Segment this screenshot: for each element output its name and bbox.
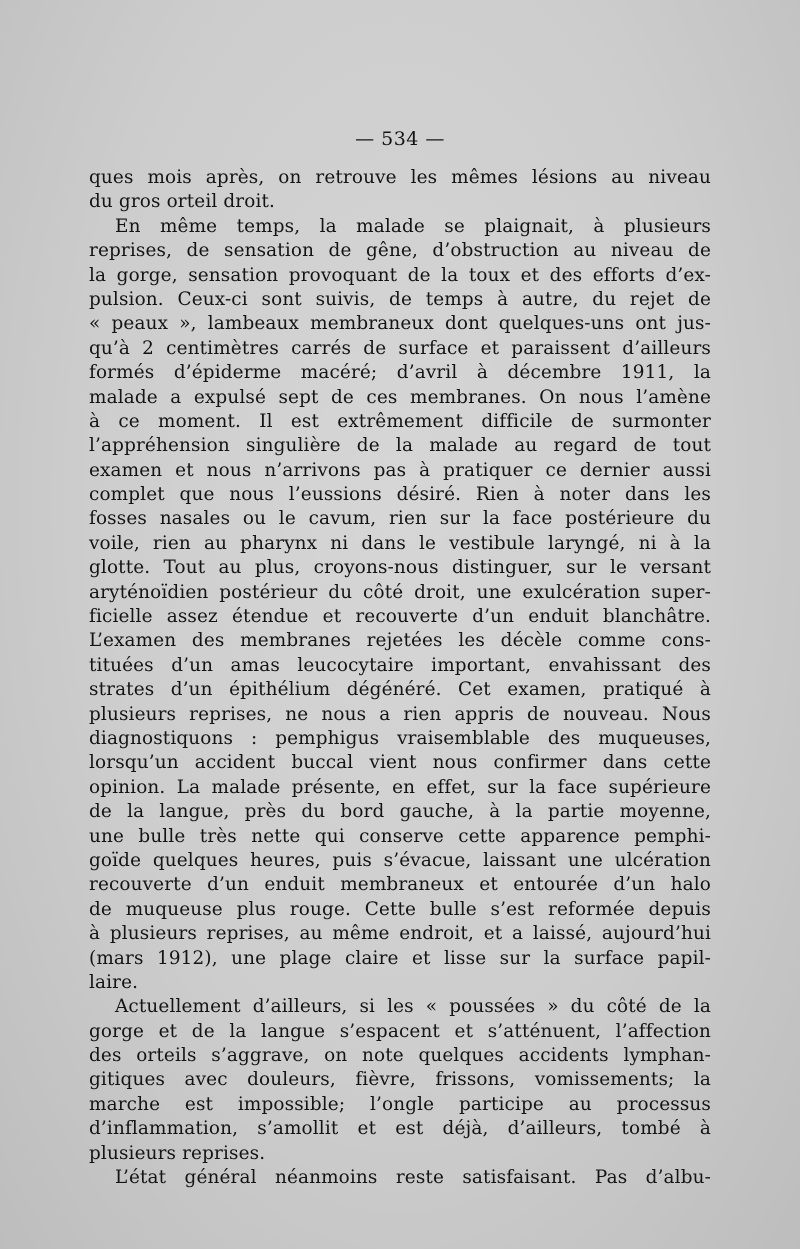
text-line: voile, rien au pharynx ni dans le vestibule laryngé, ni à la xyxy=(89,532,711,554)
text-line: à plusieurs reprises, au même endroit, et a laissé, aujourd’hui xyxy=(89,923,711,945)
text-line: de muqueuse plus rouge. Cette bulle s’est reformée depuis xyxy=(89,898,711,920)
text-line: strates d’un épithélium dégénéré. Cet examen, pratiqué à xyxy=(89,679,711,701)
text-line: marche est impossible; l’ongle participe au processus xyxy=(89,1093,711,1115)
text-line: la gorge, sensation provoquant de la toux et des efforts d’ex- xyxy=(89,264,711,286)
text-line: En même temps, la malade se plaignait, à plusieurs xyxy=(115,215,711,237)
text-line: ficielle assez étendue et recouverte d’un enduit blanchâtre. xyxy=(89,606,711,628)
text-line: malade a expulsé sept de ces membranes. On nous l’amène xyxy=(89,386,711,408)
text-line: reprises, de sensation de gêne, d’obstruction au niveau de xyxy=(89,240,711,262)
text-line: L’examen des membranes rejetées les décèle comme cons- xyxy=(89,630,711,652)
text-line: complet que nous l’eussions désiré. Rien à noter dans les xyxy=(89,484,711,506)
text-line: glotte. Tout au plus, croyons-nous distinguer, sur le versant xyxy=(89,557,711,579)
text-line: (mars 1912), une plage claire et lisse sur la surface papil- xyxy=(89,947,711,969)
text-line: diagnostiquons : pemphigus vraisemblable des muqueuses, xyxy=(89,727,711,749)
text-line: gitiques avec douleurs, fièvre, frissons, vomissements; la xyxy=(89,1069,711,1091)
text-line: une bulle très nette qui conserve cette apparence pemphi- xyxy=(89,825,711,847)
text-line: plusieurs reprises, ne nous a rien appris de nouveau. Nous xyxy=(89,703,711,725)
text-line: formés d’épiderme macéré; d’avril à décembre 1911, la xyxy=(89,362,711,384)
text-line: ques mois après, on retrouve les mêmes lésions au niveau xyxy=(89,167,711,188)
text-line: recouverte d’un enduit membraneux et entourée d’un halo xyxy=(89,874,711,896)
text-line: l’appréhension singulière de la malade au regard de tout xyxy=(89,435,711,457)
body-text xyxy=(89,166,711,1190)
text-line: examen et nous n’arrivons pas à pratiquer ce dernier aussi xyxy=(89,459,711,481)
text-line: lorsqu’un accident buccal vient nous confirmer dans cette xyxy=(89,752,711,774)
text-line: tituées d’un amas leucocytaire important, envahissant des xyxy=(89,654,711,676)
text-line: qu’à 2 centimètres carrés de surface et paraissent d’ailleurs xyxy=(89,337,711,359)
text-line: des orteils s’aggrave, on note quelques accidents lymphan- xyxy=(89,1045,711,1067)
text-line: pulsion. Ceux-ci sont suivis, de temps à autre, du rejet de xyxy=(89,288,711,310)
text-line: goïde quelques heures, puis s’évacue, laissant une ulcération xyxy=(89,849,711,871)
text-line: opinion. La malade présente, en effet, sur la face supérieure xyxy=(89,776,711,798)
text-line: laire. xyxy=(89,971,139,993)
text-line: « peaux », lambeaux membraneux dont quelques-uns ont jus- xyxy=(89,313,711,335)
text-line: d’inflammation, s’amollit et est déjà, d’ailleurs, tombé à xyxy=(89,1118,711,1140)
text-line: du gros orteil droit. xyxy=(89,191,276,213)
text-line: L’état général néanmoins reste satisfaisant. Pas d’albu- xyxy=(115,1167,711,1189)
text-line: de la langue, près du bord gauche, à la partie moyenne, xyxy=(89,801,711,823)
page-number: — 534 — xyxy=(355,128,445,150)
text-line: Actuellement d’ailleurs, si les « poussées » du côté de la xyxy=(115,996,711,1018)
text-line: gorge et de la langue s’espacent et s’atténuent, l’affection xyxy=(89,1020,711,1042)
text-line: fosses nasales ou le cavum, rien sur la face postérieure du xyxy=(89,508,711,530)
text-line: aryténoïdien postérieur du côté droit, une exulcération super- xyxy=(89,581,711,603)
text-line: plusieurs reprises. xyxy=(89,1142,266,1164)
text-line: à ce moment. Il est extrêmement difficile de surmonter xyxy=(89,410,711,432)
